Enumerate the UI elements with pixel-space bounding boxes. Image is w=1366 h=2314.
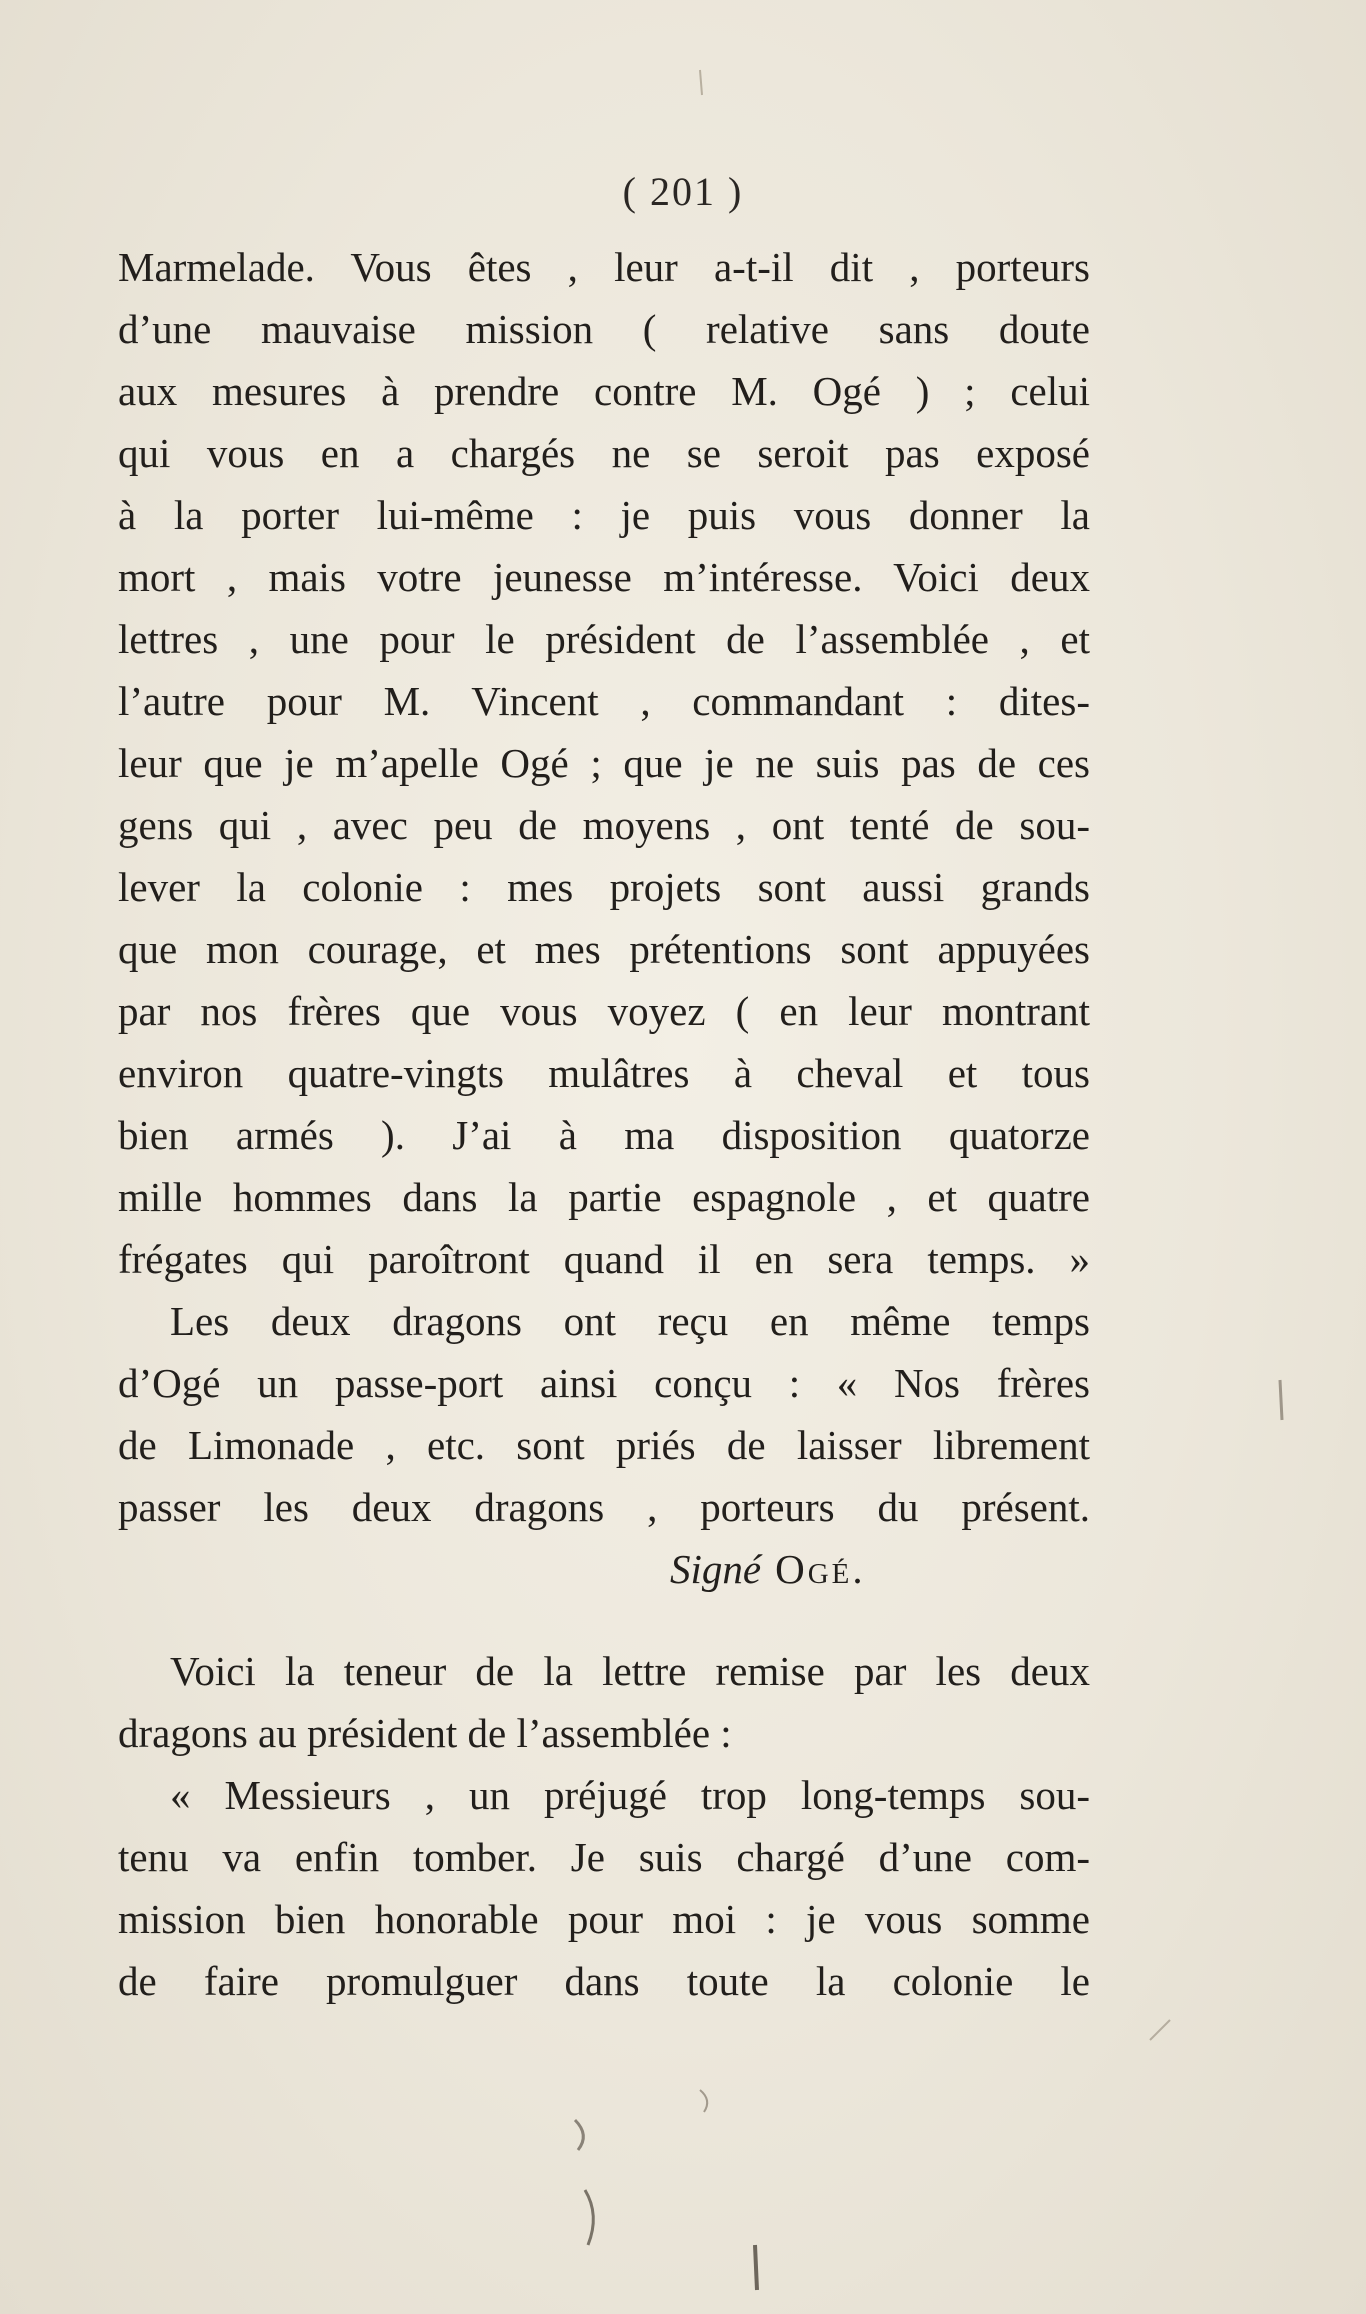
text-line: aux mesures à prendre contre M. Ogé ) ; celui [118,368,1090,414]
text-line: tenu va enfin tomber. Je suis chargé d’une com- [118,1834,1090,1880]
text-line: leur que je m’apelle Ogé ; que je ne suis pas de ces [118,740,1090,786]
text-line: gens qui , avec peu de moyens , ont tenté de sou- [118,802,1090,848]
text-line: mission bien honorable pour moi : je vous somme [118,1896,1090,1942]
signature-line [118,1538,1090,1600]
paragraph-gap [118,1600,1090,1640]
paragraph-first-line: « Messieurs , un préjugé trop long-temps sou- [170,1772,1090,1818]
signature-label: Signé [670,1546,762,1592]
text-line: que mon courage, et mes prétentions sont appuyées [118,926,1090,972]
text-line: à la porter lui-même : je puis vous donner la [118,492,1090,538]
text-line: mort , mais votre jeunesse m’intéresse. Voici deux [118,554,1090,600]
text-line: l’autre pour M. Vincent , commandant : dites- [118,678,1090,724]
paragraph-first-line: Les deux dragons ont reçu en même temps [170,1298,1090,1344]
paragraph-first-line: Voici la teneur de la lettre remise par les deux [170,1648,1090,1694]
text-line: par nos frères que vous voyez ( en leur montrant [118,988,1090,1034]
page-number: ( 201 ) [622,169,744,214]
signature-name: Ogé. [775,1546,866,1592]
text-line: de Limonade , etc. sont priés de laisser librement [118,1422,1090,1468]
text-line: lettres , une pour le président de l’assemblée , et [118,616,1090,662]
text-line: mille hommes dans la partie espagnole , et quatre [118,1174,1090,1220]
text-line: environ quatre-vingts mulâtres à cheval et tous [118,1050,1090,1096]
page-body [118,236,1090,2012]
text-line: passer les deux dragons , porteurs du présent. [118,1484,1090,1530]
text-line: lever la colonie : mes projets sont aussi grands [118,864,1090,910]
text-line: frégates qui paroîtront quand il en sera temps. » [118,1236,1090,1282]
text-line: bien armés ). J’ai à ma disposition quatorze [118,1112,1090,1158]
text-line: d’Ogé un passe-port ainsi conçu : « Nos frères [118,1360,1090,1406]
text-line: de faire promulguer dans toute la colonie le [118,1958,1090,2004]
text-line: Marmelade. Vous êtes , leur a-t-il dit , porteurs [118,244,1090,290]
text-line: d’une mauvaise mission ( relative sans doute [118,306,1090,352]
text-line: qui vous en a chargés ne se seroit pas exposé [118,430,1090,476]
text-line: dragons au président de l’assemblée : [118,1710,732,1756]
